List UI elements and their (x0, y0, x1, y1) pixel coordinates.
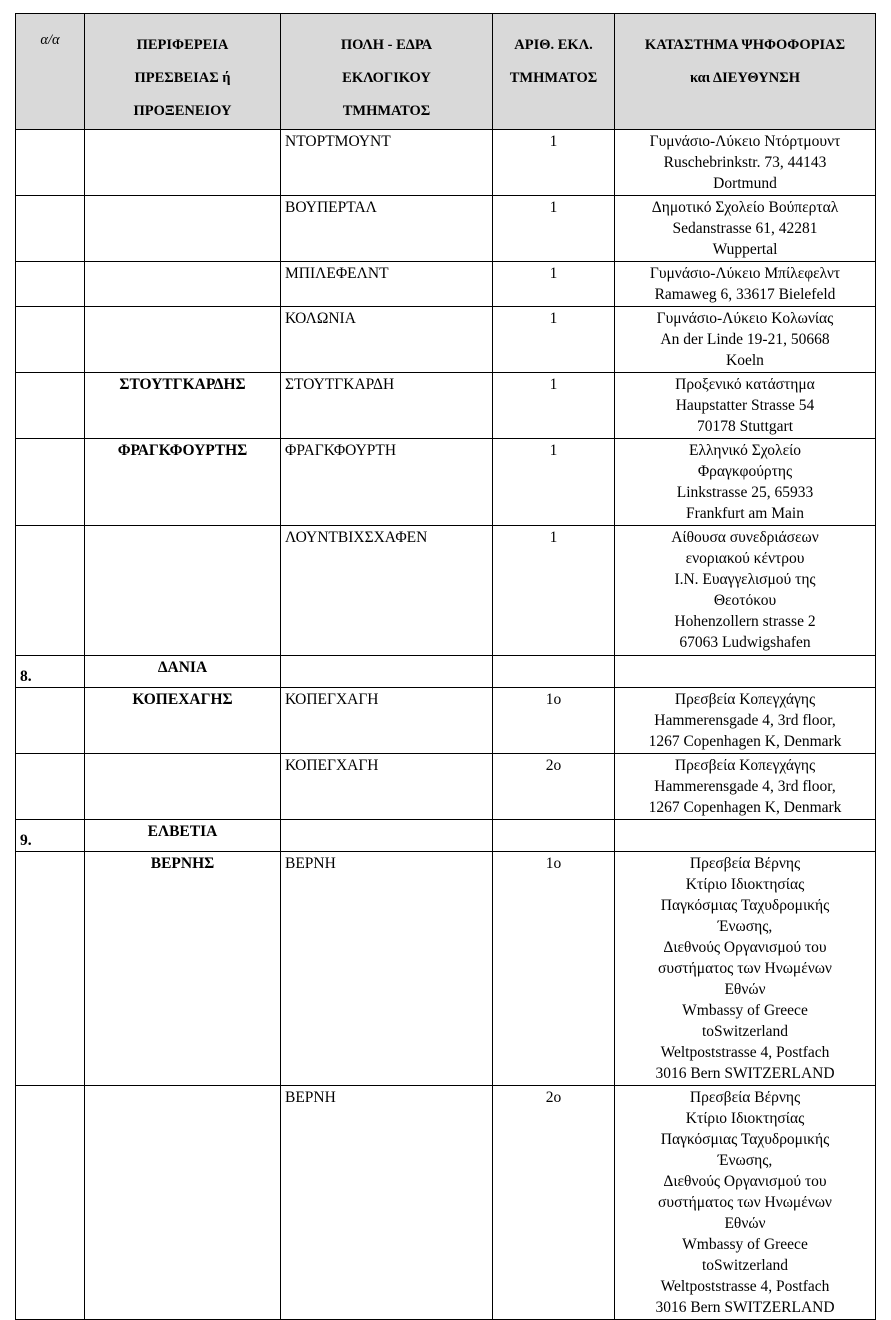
section-number: 2ο (493, 1086, 615, 1320)
city-seat: ΚΟΠΕΓΧΑΓΗ (281, 754, 493, 820)
address-line: Hohenzollern strasse 2 (674, 613, 816, 630)
address-line: Ramaweg 6, 33617 Bielefeld (654, 286, 836, 303)
address-line: Δημοτικό Σχολείο Βούπερταλ (651, 199, 839, 216)
polling-address (615, 196, 876, 262)
city-seat: ΚΟΠΕΓΧΑΓΗ (281, 688, 493, 754)
empty-cell (493, 656, 615, 688)
address-line: Εθνών (724, 1215, 766, 1232)
row-number (16, 196, 85, 262)
row-number (16, 688, 85, 754)
address-line: Dortmund (713, 175, 777, 192)
city-seat: ΝΤΟΡΤΜΟΥΝΤ (281, 130, 493, 196)
polling-address (615, 1086, 876, 1320)
country-name: ΔΑΝΙΑ (85, 656, 281, 688)
row-number (16, 373, 85, 439)
address-line: Ένωσης, (717, 1152, 773, 1169)
address-line: Γυμνάσιο-Λύκειο Ντόρτμουντ (649, 133, 841, 150)
address-line: Κτίριο Ιδιοκτησίας (685, 876, 805, 893)
table-row (16, 196, 876, 262)
section-number: 1 (493, 262, 615, 307)
address-line: Ελληνικό Σχολείο (689, 442, 801, 459)
section-number: 1 (493, 130, 615, 196)
address-line: Πρεσβεία Κοπεγχάγης (674, 691, 816, 708)
section-number: 1 (493, 526, 615, 656)
country-row (16, 820, 876, 852)
address-line: Wuppertal (712, 241, 778, 258)
empty-cell (615, 656, 876, 688)
address-line: Φραγκφούρτης (697, 463, 793, 480)
section-number: 1 (493, 196, 615, 262)
table-row (16, 1086, 876, 1320)
polling-address (615, 688, 876, 754)
table-row (16, 754, 876, 820)
row-number: 8. (16, 656, 85, 688)
row-number (16, 307, 85, 373)
table-row (16, 373, 876, 439)
address-line: Αίθουσα συνεδριάσεων (671, 529, 819, 546)
table-row (16, 439, 876, 526)
city-seat: ΜΠΙΛΕΦΕΛΝΤ (281, 262, 493, 307)
empty-cell (281, 656, 493, 688)
table-row (16, 262, 876, 307)
city-seat: ΒΟΥΠΕΡΤΑΛ (281, 196, 493, 262)
address-line: Wmbassy of Greece (682, 1236, 808, 1253)
address-line: toSwitzerland (701, 1023, 789, 1040)
city-seat: ΛΟΥΝΤΒΙΧΣΧΑΦΕΝ (281, 526, 493, 656)
address-line: Koeln (726, 352, 764, 369)
city-seat: ΚΟΛΩΝΙΑ (281, 307, 493, 373)
empty-cell (281, 820, 493, 852)
section-number: 1 (493, 307, 615, 373)
address-line: Πρεσβεία Κοπεγχάγης (674, 757, 816, 774)
consulate-region: ΦΡΑΓΚΦΟΥΡΤΗΣ (85, 439, 281, 526)
address-line: Hammerensgade 4, 3rd floor, (654, 778, 836, 795)
address-line: Παγκόσμιας Ταχυδρομικής (660, 897, 830, 914)
header-number: ΑΡΙΘ. ΕΚΛ. ΤΜΗΜΑΤΟΣ (493, 14, 615, 130)
city-seat: ΒΕΡΝΗ (281, 1086, 493, 1320)
address-line: 1267 Copenhagen K, Denmark (648, 733, 842, 750)
city-seat: ΦΡΑΓΚΦΟΥΡΤΗ (281, 439, 493, 526)
section-number: 1ο (493, 688, 615, 754)
table-row (16, 307, 876, 373)
polling-address (615, 754, 876, 820)
empty-cell (493, 820, 615, 852)
consulate-region (85, 307, 281, 373)
header-aa: α/α (16, 14, 85, 130)
address-line: An der Linde 19-21, 50668 (660, 331, 830, 348)
row-number (16, 262, 85, 307)
city-seat: ΣΤΟΥΤΓΚΑΡΔΗ (281, 373, 493, 439)
polling-address (615, 130, 876, 196)
address-line: Παγκόσμιας Ταχυδρομικής (660, 1131, 830, 1148)
row-number (16, 439, 85, 526)
header-city: ΠΟΛΗ - ΕΔΡΑ ΕΚΛΟΓΙΚΟΥ ΤΜΗΜΑΤΟΣ (281, 14, 493, 130)
consulate-region: ΒΕΡΝΗΣ (85, 852, 281, 1086)
section-number: 1 (493, 373, 615, 439)
polling-address (615, 373, 876, 439)
consulate-region: ΣΤΟΥΤΓΚΑΡΔΗΣ (85, 373, 281, 439)
address-line: 70178 Stuttgart (696, 418, 793, 435)
polling-stations-table (15, 13, 876, 1320)
address-line: Πρεσβεία Βέρνης (689, 855, 801, 872)
city-seat: ΒΕΡΝΗ (281, 852, 493, 1086)
address-line: Hammerensgade 4, 3rd floor, (654, 712, 836, 729)
address-line: 3016 Bern SWITZERLAND (655, 1065, 835, 1082)
consulate-region (85, 196, 281, 262)
address-line: Γυμνάσιο-Λύκειο Κολωνίας (656, 310, 834, 327)
row-number (16, 754, 85, 820)
header-region: ΠΕΡΙΦΕΡΕΙΑ ΠΡΕΣΒΕΙΑΣ ή ΠΡΟΞΕΝΕΙΟΥ (85, 14, 281, 130)
table-row (16, 852, 876, 1086)
consulate-region (85, 1086, 281, 1320)
consulate-region (85, 262, 281, 307)
polling-address (615, 439, 876, 526)
polling-address (615, 307, 876, 373)
address-line: ενοριακού κέντρου (685, 550, 805, 567)
row-number: 9. (16, 820, 85, 852)
consulate-region (85, 754, 281, 820)
address-line: 67063 Ludwigshafen (679, 634, 811, 651)
address-line: Wmbassy of Greece (682, 1002, 808, 1019)
address-line: Haupstatter Strasse 54 (675, 397, 815, 414)
address-line: Διεθνούς Οργανισμού του (663, 1173, 827, 1190)
address-line: Προξενικό κατάστημα (675, 376, 815, 393)
address-line: Weltpoststrasse 4, Postfach (660, 1278, 830, 1295)
address-line: Θεοτόκου (713, 592, 777, 609)
address-line: συστήματος των Ηνωμένων (658, 960, 832, 977)
section-number: 1ο (493, 852, 615, 1086)
address-line: Ι.Ν. Ευαγγελισμού της (674, 571, 816, 588)
table-row (16, 688, 876, 754)
header-address: ΚΑΤΑΣΤΗΜΑ ΨΗΦΟΦΟΡΙΑΣ και ΔΙΕΥΘΥΝΣΗ (615, 14, 876, 130)
address-line: Frankfurt am Main (686, 505, 804, 522)
address-line: Linkstrasse 25, 65933 (676, 484, 814, 501)
section-number: 2ο (493, 754, 615, 820)
row-number (16, 1086, 85, 1320)
header-row (16, 14, 876, 130)
address-line: Κτίριο Ιδιοκτησίας (685, 1110, 805, 1127)
country-row (16, 656, 876, 688)
address-line: Γυμνάσιο-Λύκειο Μπίλεφελντ (649, 265, 841, 282)
row-number (16, 130, 85, 196)
consulate-region: ΚΟΠΕΧΑΓΗΣ (85, 688, 281, 754)
address-line: Ruschebrinkstr. 73, 44143 (663, 154, 827, 171)
address-line: Ένωσης, (717, 918, 773, 935)
consulate-region (85, 130, 281, 196)
address-line: toSwitzerland (701, 1257, 789, 1274)
row-number (16, 526, 85, 656)
address-line: Εθνών (724, 981, 766, 998)
section-number: 1 (493, 439, 615, 526)
table-row (16, 526, 876, 656)
polling-address (615, 262, 876, 307)
address-line: Πρεσβεία Βέρνης (689, 1089, 801, 1106)
address-line: Sedanstrasse 61, 42281 (672, 220, 818, 237)
table-row (16, 130, 876, 196)
row-number (16, 852, 85, 1086)
consulate-region (85, 526, 281, 656)
address-line: Διεθνούς Οργανισμού του (663, 939, 827, 956)
empty-cell (615, 820, 876, 852)
address-line: συστήματος των Ηνωμένων (658, 1194, 832, 1211)
polling-address (615, 852, 876, 1086)
address-line: 3016 Bern SWITZERLAND (655, 1299, 835, 1316)
polling-address (615, 526, 876, 656)
country-name: ΕΛΒΕΤΙΑ (85, 820, 281, 852)
address-line: Weltpoststrasse 4, Postfach (660, 1044, 830, 1061)
address-line: 1267 Copenhagen K, Denmark (648, 799, 842, 816)
